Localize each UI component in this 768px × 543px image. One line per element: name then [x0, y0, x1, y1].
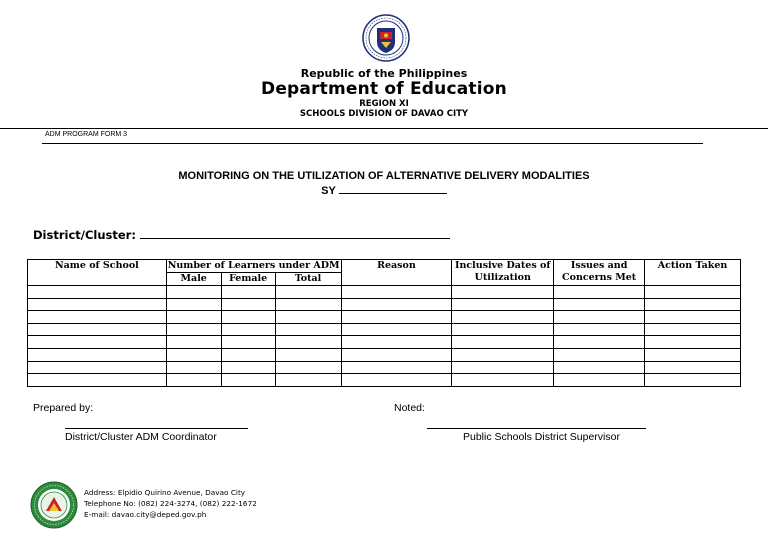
table-cell[interactable] — [554, 374, 645, 387]
table-body — [28, 286, 741, 387]
table-cell[interactable] — [221, 311, 275, 324]
table-row — [28, 374, 741, 387]
header-divider — [0, 128, 768, 129]
table-cell[interactable] — [275, 361, 341, 374]
table-cell[interactable] — [645, 374, 741, 387]
department-heading: Department of Education — [261, 79, 507, 99]
table-cell[interactable] — [452, 311, 554, 324]
table-row — [28, 298, 741, 311]
table-cell[interactable] — [275, 323, 341, 336]
table-cell[interactable] — [275, 311, 341, 324]
col-header-male: Male — [166, 273, 221, 286]
district-field — [33, 228, 450, 242]
table-cell[interactable] — [452, 348, 554, 361]
noted-label: Noted: — [394, 402, 425, 414]
table-cell[interactable] — [645, 298, 741, 311]
col-header-dates: Inclusive Dates of Utilization — [452, 260, 554, 286]
col-header-reason: Reason — [341, 260, 452, 286]
supervisor-signature-line — [427, 428, 646, 429]
table-cell[interactable] — [341, 374, 452, 387]
deped-seal-icon — [362, 14, 410, 62]
monitoring-table — [27, 259, 741, 387]
table-cell[interactable] — [645, 361, 741, 374]
table-row — [28, 286, 741, 299]
table-cell[interactable] — [166, 286, 221, 299]
sy-label: SY — [321, 185, 336, 197]
table-cell[interactable] — [275, 298, 341, 311]
table-cell[interactable] — [554, 336, 645, 349]
form-title: MONITORING ON THE UTILIZATION OF ALTERNATIVE DELIVERY MODALITIES — [178, 170, 590, 182]
table-cell[interactable] — [221, 348, 275, 361]
table-row — [28, 348, 741, 361]
table-cell[interactable] — [341, 298, 452, 311]
table-cell[interactable] — [166, 298, 221, 311]
table-cell[interactable] — [452, 298, 554, 311]
table-cell[interactable] — [645, 323, 741, 336]
table-row — [28, 323, 741, 336]
table-cell[interactable] — [221, 323, 275, 336]
table-row — [28, 311, 741, 324]
table-cell[interactable] — [28, 336, 167, 349]
coordinator-signature-line — [65, 428, 248, 429]
table-cell[interactable] — [275, 336, 341, 349]
table-cell[interactable] — [341, 286, 452, 299]
davao-city-division-logo-icon — [30, 481, 78, 529]
table-cell[interactable] — [645, 311, 741, 324]
col-header-name-of-school: Name of School — [28, 260, 167, 286]
table-cell[interactable] — [28, 348, 167, 361]
school-year-field — [0, 184, 768, 197]
table-cell[interactable] — [554, 323, 645, 336]
table-cell[interactable] — [452, 286, 554, 299]
table-cell[interactable] — [554, 311, 645, 324]
col-header-total: Total — [275, 273, 341, 286]
supervisor-title: Public Schools District Supervisor — [463, 431, 620, 443]
table-cell[interactable] — [341, 311, 452, 324]
table-cell[interactable] — [166, 361, 221, 374]
table-cell[interactable] — [275, 374, 341, 387]
table-cell[interactable] — [554, 348, 645, 361]
footer-telephone: Telephone No: (082) 224-3274, (082) 222-1672 — [84, 499, 257, 508]
table-row — [28, 336, 741, 349]
table-cell[interactable] — [452, 323, 554, 336]
region-heading: REGION XI — [359, 99, 409, 109]
footer-contact — [84, 487, 257, 520]
table-cell[interactable] — [554, 298, 645, 311]
table-cell[interactable] — [28, 361, 167, 374]
table-cell[interactable] — [166, 336, 221, 349]
table-cell[interactable] — [452, 336, 554, 349]
table-row — [28, 361, 741, 374]
table-cell[interactable] — [554, 361, 645, 374]
table-cell[interactable] — [166, 311, 221, 324]
table-cell[interactable] — [341, 361, 452, 374]
table-cell[interactable] — [275, 286, 341, 299]
table-cell[interactable] — [645, 286, 741, 299]
prepared-by-label: Prepared by: — [33, 402, 94, 414]
district-label: District/Cluster: — [33, 228, 136, 242]
table-cell[interactable] — [28, 286, 167, 299]
table-cell[interactable] — [452, 361, 554, 374]
form-label: ADM PROGRAM FORM 3 — [45, 131, 128, 138]
coordinator-title: District/Cluster ADM Coordinator — [65, 431, 217, 443]
republic-heading: Republic of the Philippines — [300, 67, 468, 80]
table-cell[interactable] — [452, 374, 554, 387]
table-cell[interactable] — [645, 348, 741, 361]
col-header-female: Female — [221, 273, 275, 286]
table-cell[interactable] — [341, 336, 452, 349]
table-cell[interactable] — [221, 336, 275, 349]
table-cell[interactable] — [341, 323, 452, 336]
table-cell[interactable] — [221, 361, 275, 374]
table-cell[interactable] — [166, 374, 221, 387]
table-cell[interactable] — [166, 323, 221, 336]
form-divider — [42, 143, 703, 144]
table-cell[interactable] — [28, 298, 167, 311]
division-heading: SCHOOLS DIVISION OF DAVAO CITY — [299, 109, 469, 119]
table-cell[interactable] — [221, 298, 275, 311]
table-cell[interactable] — [221, 286, 275, 299]
table-cell[interactable] — [275, 348, 341, 361]
table-cell[interactable] — [28, 323, 167, 336]
sy-blank-line — [339, 184, 447, 194]
col-header-action: Action Taken — [645, 260, 741, 286]
table-cell[interactable] — [341, 348, 452, 361]
table-cell[interactable] — [645, 336, 741, 349]
district-blank-line — [140, 228, 450, 239]
col-header-learners-group: Number of Learners under ADM — [167, 260, 340, 271]
table-cell[interactable] — [554, 286, 645, 299]
footer-address: Address: Elpidio Quirino Avenue, Davao City — [84, 488, 246, 497]
table-cell[interactable] — [28, 374, 167, 387]
table-cell[interactable] — [28, 311, 167, 324]
footer-email: E-mail: davao.city@deped.gov.ph — [84, 510, 207, 519]
table-cell[interactable] — [166, 348, 221, 361]
col-header-issues: Issues and Concerns Met — [554, 260, 645, 286]
table-cell[interactable] — [221, 374, 275, 387]
